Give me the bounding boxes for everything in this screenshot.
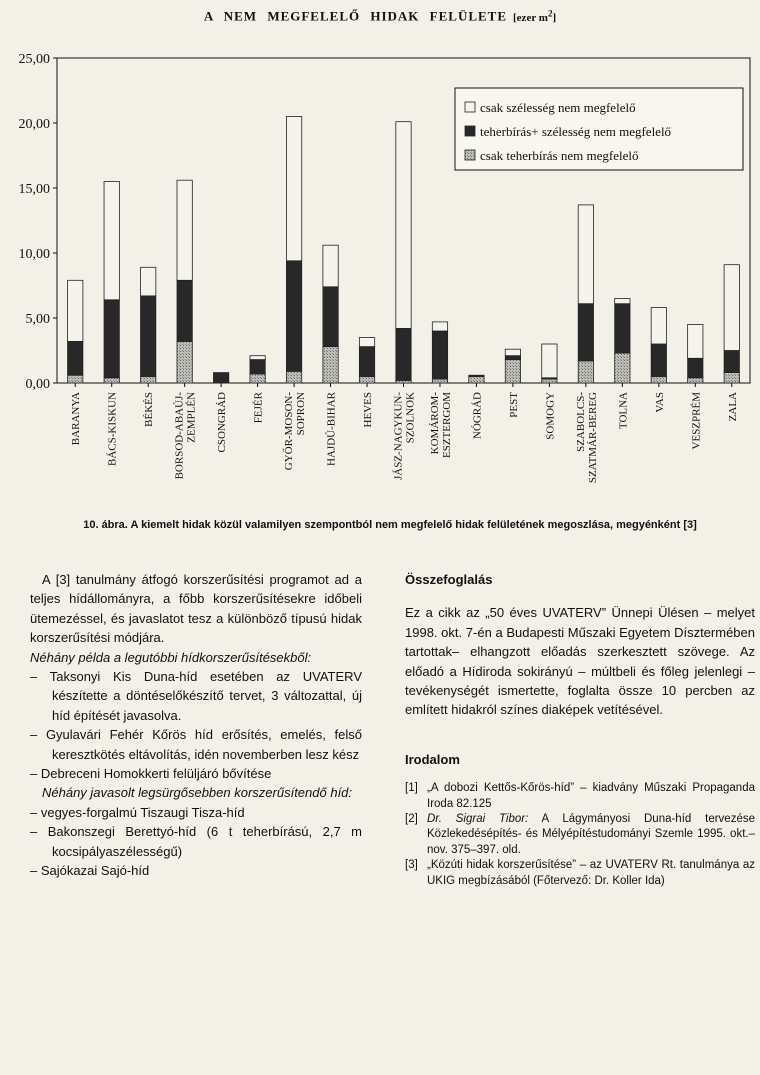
- bar-segment: [250, 374, 265, 383]
- x-tick-label: [393, 392, 417, 480]
- x-tick-label: [107, 392, 119, 466]
- bar-segment: [141, 267, 156, 296]
- bar-segment: [68, 375, 83, 383]
- bar-segment: [651, 344, 666, 377]
- x-tick-label: [544, 392, 556, 440]
- x-tick-label: [143, 392, 155, 427]
- svg-text:ESZTERGOM: ESZTERGOM: [440, 392, 453, 458]
- right-column: [405, 570, 755, 889]
- svg-text:BORSOD-ABAÚJ-: BORSOD-ABAÚJ-: [173, 392, 186, 480]
- legend-label: teherbírás+ szélesség nem megfelelő: [480, 124, 672, 139]
- bar-segment: [286, 117, 301, 261]
- bar-segment: [688, 358, 703, 378]
- svg-text:SZOLNOK: SZOLNOK: [404, 392, 417, 444]
- bar-segment: [505, 356, 520, 360]
- bar-segment: [213, 373, 228, 383]
- bar-segment: [286, 261, 301, 372]
- bar-segment: [359, 338, 374, 347]
- svg-text:PEST: PEST: [507, 392, 520, 418]
- references-heading: Irodalom: [405, 751, 460, 767]
- bar-segment: [141, 296, 156, 377]
- bar-segment: [432, 331, 447, 379]
- y-tick-label: 0,00: [25, 377, 50, 392]
- bar-segment: [68, 280, 83, 341]
- y-tick-label: 20,00: [18, 117, 50, 132]
- x-tick-label: [253, 391, 265, 423]
- x-tick-label: [727, 392, 739, 421]
- svg-text:ZEMPLÉN: ZEMPLÉN: [185, 392, 198, 443]
- bar-segment: [724, 373, 739, 383]
- legend-swatch: [465, 102, 475, 112]
- y-tick-label: 15,00: [18, 182, 50, 197]
- x-tick-label: [654, 392, 666, 413]
- bar-segment: [651, 377, 666, 384]
- bar-segment: [615, 304, 630, 353]
- proposed-item: – Sajókazai Sajó-híd: [30, 863, 150, 879]
- x-tick-label: [508, 392, 520, 418]
- y-tick-label: 25,00: [18, 52, 50, 67]
- svg-text:SZABOLCS-: SZABOLCS-: [574, 392, 587, 452]
- bar-segment: [578, 361, 593, 383]
- bar-segment: [542, 344, 557, 378]
- legend-swatch: [465, 150, 475, 160]
- reference-item: [1] „A dobozi Kettős-Kőrös-híd” – kiadvány Műszaki Propaganda Iroda 82.125: [405, 781, 755, 812]
- reference-item: [2] Dr. Sigrai Tibor: A Lágymányosi Duna-híd tervezése Közlekedésépítés- és Mélyépítéstudományi Szemle 1995. okt.–nov. 375–397. old.: [405, 812, 755, 858]
- x-tick-label: [429, 392, 453, 458]
- intro-paragraph: A [3] tanulmány átfogó korszerűsítési programot ad a teljes hídállományra, a főbb korszerűsítésekre időbeli ütemezéssel, és javaslatot tesz a különböző típusú hidak korszerűsítési módjára.: [30, 572, 362, 646]
- bar-segment: [323, 245, 338, 287]
- bar-segment: [177, 180, 192, 280]
- proposed-item: – Bakonszegi Berettyó-híd (6 t teherbírású, 2,7 m kocsipályaszélességű): [30, 824, 362, 859]
- x-tick-label: [216, 392, 228, 453]
- summary-text: Ez a cikk az „50 éves UVATERV” Ünnepi Ülésen – melyet 1998. okt. 7-én a Budapesti Műszaki Egyetem Dísztermében tartottak– elhangzott előadás szerkesztett szövege. Az előadó a Hídiroda sokirányú – múltbeli és főleg jelenlegi – tevékenységét ismertette, foglalta össze 10 percben az említett hidakról színes diaképek vetítésével.: [405, 605, 755, 718]
- bar-segment: [724, 265, 739, 351]
- bar-segment: [359, 347, 374, 377]
- bar-segment: [141, 377, 156, 384]
- y-tick-label: 10,00: [18, 247, 50, 262]
- svg-text:BARANYA: BARANYA: [70, 392, 83, 446]
- bar-segment: [177, 280, 192, 341]
- svg-text:KOMÁROM-: KOMÁROM-: [428, 392, 441, 455]
- figure-caption: 10. ábra. A kiemelt hidak közül valamilyen szempontból nem megfelelő hidak felületének megoszlása, megyénként [3]: [83, 519, 697, 531]
- bar-segment: [724, 351, 739, 373]
- bar-segment: [177, 341, 192, 383]
- y-tick-label: 5,00: [25, 312, 50, 327]
- svg-text:VAS: VAS: [653, 392, 666, 413]
- bar-segment: [432, 379, 447, 383]
- bar-segment: [615, 353, 630, 383]
- bar-segment: [469, 377, 484, 384]
- reference-number: [3]: [405, 859, 418, 872]
- bar-segment: [250, 356, 265, 360]
- bar-segment: [104, 378, 119, 383]
- svg-text:BÉKÉS: BÉKÉS: [143, 392, 156, 427]
- svg-text:NÓGRÁD: NÓGRÁD: [471, 392, 484, 440]
- x-tick-label: [283, 392, 307, 471]
- svg-text:CSONGRÁD: CSONGRÁD: [216, 392, 229, 453]
- bar-segment: [323, 347, 338, 383]
- svg-text:JÁSZ-NAGYKUN-: JÁSZ-NAGYKUN-: [392, 392, 405, 480]
- legend-swatch: [465, 126, 475, 136]
- bar-segment: [323, 287, 338, 347]
- svg-text:GYŐR-MOSON-: GYŐR-MOSON-: [283, 392, 296, 471]
- bar-segment: [688, 325, 703, 359]
- x-tick-label: [174, 392, 198, 480]
- reference-author: Dr. Sigrai Tibor:: [427, 813, 529, 826]
- chart-title-text: A NEM MEGFELELŐ HIDAK FELÜLETE: [203, 8, 508, 24]
- x-tick-label: [617, 392, 629, 429]
- chart-unit: [ezer $m^2$]: [513, 8, 557, 24]
- svg-text:BÁCS-KISKUN: BÁCS-KISKUN: [106, 392, 119, 466]
- bar-segment: [651, 308, 666, 344]
- left-column: [30, 570, 362, 881]
- svg-text:FEJÉR: FEJÉR: [252, 392, 265, 424]
- bar-segment: [396, 122, 411, 329]
- example-item: – Taksonyi Kis Duna-híd esetében az UVATERV készítette a döntéselőkészítő tervet, 3 változattal, új híd építését javasolva.: [30, 669, 362, 723]
- x-tick-label: [362, 392, 374, 427]
- bar-segment: [578, 304, 593, 361]
- example-item: – Gyulavári Fehér Kőrös híd erősítés, emelés, felső keresztkötés eltávolítás, idén novemberben lesz kész: [30, 727, 362, 762]
- bar-segment: [505, 360, 520, 383]
- summary-heading: Összefoglalás: [405, 572, 493, 587]
- bar-segment: [469, 375, 484, 376]
- reference-list: [405, 781, 755, 889]
- legend-label: csak szélesség nem megfelelő: [480, 100, 636, 115]
- legend-label: csak teherbírás nem megfelelő: [480, 148, 639, 163]
- example-item: – Debreceni Homokkerti felüljáró bővítése: [30, 766, 272, 782]
- stacked-bar-chart: [0, 0, 760, 515]
- x-tick-label: [70, 392, 82, 445]
- x-tick-label: [326, 391, 338, 466]
- bar-segment: [396, 328, 411, 380]
- bar-segment: [432, 322, 447, 331]
- svg-text:SOPRON: SOPRON: [295, 392, 308, 436]
- proposed-heading: Néhány javasolt legsürgősebben korszerűsítendő híd:: [42, 785, 353, 801]
- bar-segment: [104, 182, 119, 300]
- svg-text:TOLNA: TOLNA: [617, 392, 630, 430]
- reference-number: [2]: [405, 813, 418, 826]
- svg-text:HAJDÚ-BIHAR: HAJDÚ-BIHAR: [325, 392, 338, 466]
- x-tick-label: [471, 392, 483, 439]
- bar-segment: [578, 205, 593, 304]
- bar-segment: [359, 377, 374, 384]
- svg-text:ZALA: ZALA: [726, 392, 739, 422]
- bar-segment: [104, 300, 119, 378]
- bar-segment: [68, 341, 83, 375]
- examples-heading: Néhány példa a legutóbbi hídkorszerűsítésekből:: [30, 649, 312, 665]
- x-tick-label: [575, 392, 599, 483]
- bar-segment: [615, 299, 630, 304]
- x-tick-label: [690, 392, 702, 450]
- svg-text:SOMOGY: SOMOGY: [544, 392, 557, 440]
- bar-segment: [250, 360, 265, 374]
- svg-text:VESZPRÉM: VESZPRÉM: [690, 392, 703, 450]
- bar-segment: [505, 349, 520, 356]
- svg-text:HEVES: HEVES: [362, 392, 375, 428]
- bar-segment: [286, 371, 301, 383]
- reference-item: [3] „Közúti hidak korszerűsítése” – az UVATERV Rt. tanulmánya az UKIG megbízásából (Főtervező: Dr. Koller Ida): [405, 858, 755, 889]
- proposed-item: – vegyes-forgalmú Tiszaugi Tisza-híd: [30, 804, 245, 820]
- reference-number: [1]: [405, 782, 418, 795]
- svg-text:SZATMÁR-BEREG: SZATMÁR-BEREG: [586, 392, 599, 484]
- bar-segment: [688, 378, 703, 383]
- bar-segment: [542, 379, 557, 383]
